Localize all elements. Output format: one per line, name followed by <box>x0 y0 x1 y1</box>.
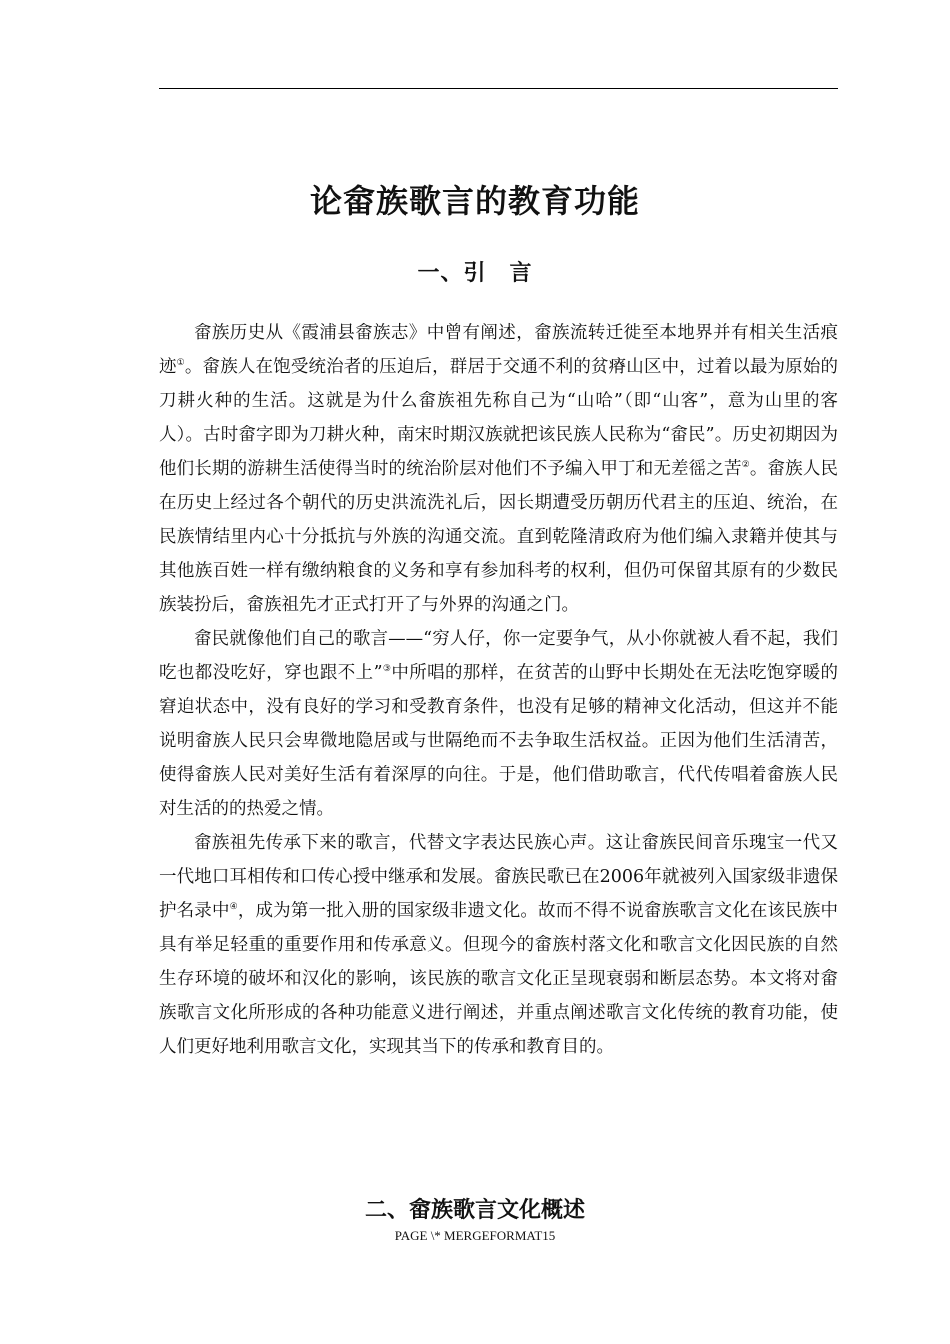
section-heading-overview: 二、畲族歌言文化概述 <box>364 1198 585 1223</box>
paragraph-1: 畲族历史从《霞浦县畲族志》中曾有阐述，畲族流转迁徙至本地界并有相关生活痕迹①。畲族人在饱受统治者的压迫后，群居于交通不利的贫瘠山区中，过着以最为原始的刀耕火种的生活。这就是为什么畲族祖先称自己为“山哈”（即“山客”，意为山里的客人）。古时畲字即为刀耕火种，南宋时期汉族就把该民族人民称为“畲民”。历史初期因为他们长期的游耕生活使得当时的统治阶层对他们不予编入甲丁和无差徭之苦②。畲族人民在历史上经过各个朝代的历史洪流洗礼后，因长期遭受历朝历代君主的压迫、统治，在民族情结里内心十分抵抗与外族的沟通交流。直到乾隆清政府为他们编入隶籍并使其与其他族百姓一样有缴纳粮食的义务和享有参加科考的权利，但仍可保留其原有的少数民族装扮后，畲族祖先才正式打开了与外界的沟通之门。 <box>159 323 838 615</box>
paragraph-3: 畲族祖先传承下来的歌言，代替文字表达民族心声。这让畲族民间音乐瑰宝一代又一代地口耳相传和口传心授中继承和发展。畲族民歌已在2006年就被列入国家级非遗保护名录中④，成为第一批入册的国家级非遗文化。故而不得不说畲族歌言文化在该民族中具有举足轻重的重要作用和传承意义。但现今的畲族村落文化和歌言文化因民族的自然生存环境的破坏和汉化的影响，该民族的歌言文化正呈现衰弱和断层态势。本文将对畲族歌言文化所形成的各种功能意义进行阐述，并重点阐述歌言文化传统的教育功能，使人们更好地利用歌言文化，实现其当下的传承和教育目的。 <box>159 833 838 1057</box>
paragraph-2: 畲民就像他们自己的歌言——“穷人仔，你一定要争气，从小你就被人看不起，我们吃也都没吃好，穿也跟不上”③中所唱的那样，在贫苦的山野中长期处在无法吃饱穿暖的窘迫状态中，没有良好的学习和受教育条件，也没有足够的精神文化活动，但这并不能说明畲族人民只会卑微地隐居或与世隔绝而不去争取生活权益。正因为他们生活清苦，使得畲族人民对美好生活有着深厚的向往。于是，他们借助歌言，代代传唱着畲族人民对生活的的热爱之情。 <box>159 629 838 819</box>
body-text <box>159 316 838 1064</box>
header-rule <box>159 88 838 89</box>
page-footer: PAGE \* MERGEFORMAT15 <box>394 1228 556 1243</box>
footnote-ref-4[interactable]: ④ <box>229 902 238 913</box>
section-heading-introduction: 一、引 言 <box>417 261 533 286</box>
footnote-ref-3[interactable]: ③ <box>382 664 392 675</box>
document-title: 论畲族歌言的教育功能 <box>309 182 640 220</box>
footnote-ref-1[interactable]: ① <box>176 358 185 369</box>
footnote-ref-2[interactable]: ② <box>741 460 750 471</box>
